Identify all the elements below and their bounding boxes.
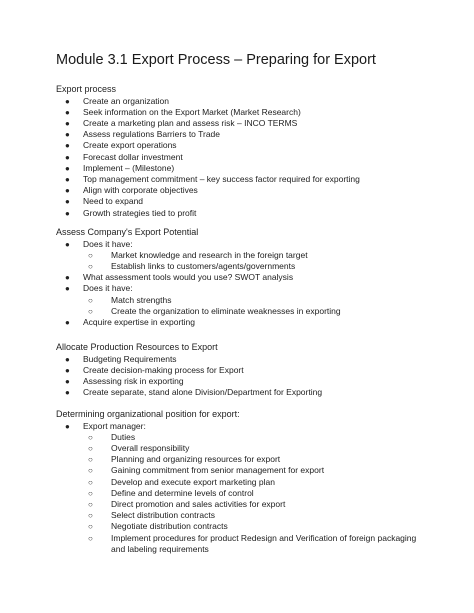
list-item-text: Direct promotion and sales activities for export bbox=[111, 498, 286, 509]
bullet-hollow-icon: ○ bbox=[88, 522, 93, 532]
bullet-filled-icon: ● bbox=[65, 354, 70, 364]
bullet-filled-icon: ● bbox=[65, 284, 70, 294]
bullet-filled-icon: ● bbox=[65, 208, 70, 218]
list-item-text: Assess regulations Barriers to Trade bbox=[83, 129, 221, 140]
list-item-text: Market knowledge and research in the foreign target bbox=[111, 249, 308, 260]
bullet-filled-icon: ● bbox=[65, 174, 70, 184]
list-item-text: Gaining commitment from senior management for export bbox=[111, 465, 325, 476]
list-item-text: and labeling requirements bbox=[111, 543, 209, 554]
list-item-text: Align with corporate objectives bbox=[83, 185, 198, 196]
bullet-hollow-icon: ○ bbox=[88, 499, 93, 509]
bullet-filled-icon: ● bbox=[65, 186, 70, 196]
list-item-text: Develop and execute export marketing plan bbox=[111, 476, 275, 487]
bullet-filled-icon: ● bbox=[65, 239, 70, 249]
list-item-text: What assessment tools would you use? SWOT analysis bbox=[83, 272, 294, 283]
list-item-text: Duties bbox=[111, 431, 136, 442]
bullet-filled-icon: ● bbox=[65, 365, 70, 375]
bullet-filled-icon: ● bbox=[65, 163, 70, 173]
list-item-text: Top management commitment – key success factor required for exporting bbox=[83, 173, 360, 184]
list-item-text: Does it have: bbox=[83, 283, 133, 294]
list-item-text: Create a marketing plan and assess risk – INCO TERMS bbox=[83, 117, 298, 128]
list-item-text: Assessing risk in exporting bbox=[83, 375, 184, 386]
section-heading: Determining organizational position for export: bbox=[56, 409, 240, 419]
list-item-text: Export manager: bbox=[83, 420, 146, 431]
bullet-hollow-icon: ○ bbox=[88, 466, 93, 476]
list-item-text: Planning and organizing resources for export bbox=[111, 454, 281, 465]
bullet-filled-icon: ● bbox=[65, 152, 70, 162]
list-item-text: Create separate, stand alone Division/Department for Exporting bbox=[83, 387, 323, 398]
bullet-filled-icon: ● bbox=[65, 317, 70, 327]
bullet-hollow-icon: ○ bbox=[88, 477, 93, 487]
list-item-text: Acquire expertise in exporting bbox=[83, 316, 195, 327]
bullet-filled-icon: ● bbox=[65, 141, 70, 151]
list-item-text: Select distribution contracts bbox=[111, 510, 215, 521]
list-item-text: Implement procedures for product Redesign and Verification of foreign packaging bbox=[111, 532, 417, 543]
bullet-filled-icon: ● bbox=[65, 197, 70, 207]
bullet-hollow-icon: ○ bbox=[88, 511, 93, 521]
list-item-text: Create export operations bbox=[83, 140, 177, 151]
bullet-hollow-icon: ○ bbox=[88, 295, 93, 305]
bullet-hollow-icon: ○ bbox=[88, 261, 93, 271]
bullet-filled-icon: ● bbox=[65, 107, 70, 117]
list-item-text: Match strengths bbox=[111, 294, 172, 305]
list-item-text: Define and determine levels of control bbox=[111, 487, 254, 498]
section-heading: Allocate Production Resources to Export bbox=[56, 342, 218, 352]
list-item-text: Growth strategies tied to profit bbox=[83, 207, 197, 218]
bullet-hollow-icon: ○ bbox=[88, 443, 93, 453]
list-item-text: Need to expand bbox=[83, 196, 144, 207]
section-heading: Assess Company's Export Potential bbox=[56, 227, 199, 237]
list-item-text: Create an organization bbox=[83, 95, 170, 106]
list-item-text: Forecast dollar investment bbox=[83, 151, 183, 162]
bullet-filled-icon: ● bbox=[65, 421, 70, 431]
bullet-hollow-icon: ○ bbox=[88, 432, 93, 442]
list-item-text: Establish links to customers/agents/governments bbox=[111, 260, 296, 271]
bullet-hollow-icon: ○ bbox=[88, 455, 93, 465]
list-item-text: Negotiate distribution contracts bbox=[111, 521, 228, 532]
bullet-hollow-icon: ○ bbox=[88, 306, 93, 316]
bullet-hollow-icon: ○ bbox=[88, 533, 93, 543]
bullet-filled-icon: ● bbox=[65, 96, 70, 106]
bullet-filled-icon: ● bbox=[65, 376, 70, 386]
bullet-filled-icon: ● bbox=[65, 388, 70, 398]
bullet-hollow-icon: ○ bbox=[88, 250, 93, 260]
list-item-text: Seek information on the Export Market (Market Research) bbox=[83, 106, 301, 117]
page-title: Module 3.1 Export Process – Preparing for Export bbox=[56, 52, 376, 68]
list-item-text: Does it have: bbox=[83, 238, 133, 249]
section-heading: Export process bbox=[56, 84, 117, 94]
list-item-text: Create decision-making process for Export bbox=[83, 364, 244, 375]
bullet-filled-icon: ● bbox=[65, 273, 70, 283]
bullet-filled-icon: ● bbox=[65, 130, 70, 140]
list-item-text: Overall responsibility bbox=[111, 442, 190, 453]
list-item-text: Create the organization to eliminate weaknesses in exporting bbox=[111, 305, 341, 316]
list-item-text: Implement – (Milestone) bbox=[83, 162, 175, 173]
list-item-text: Budgeting Requirements bbox=[83, 353, 177, 364]
bullet-filled-icon: ● bbox=[65, 118, 70, 128]
bullet-hollow-icon: ○ bbox=[88, 488, 93, 498]
